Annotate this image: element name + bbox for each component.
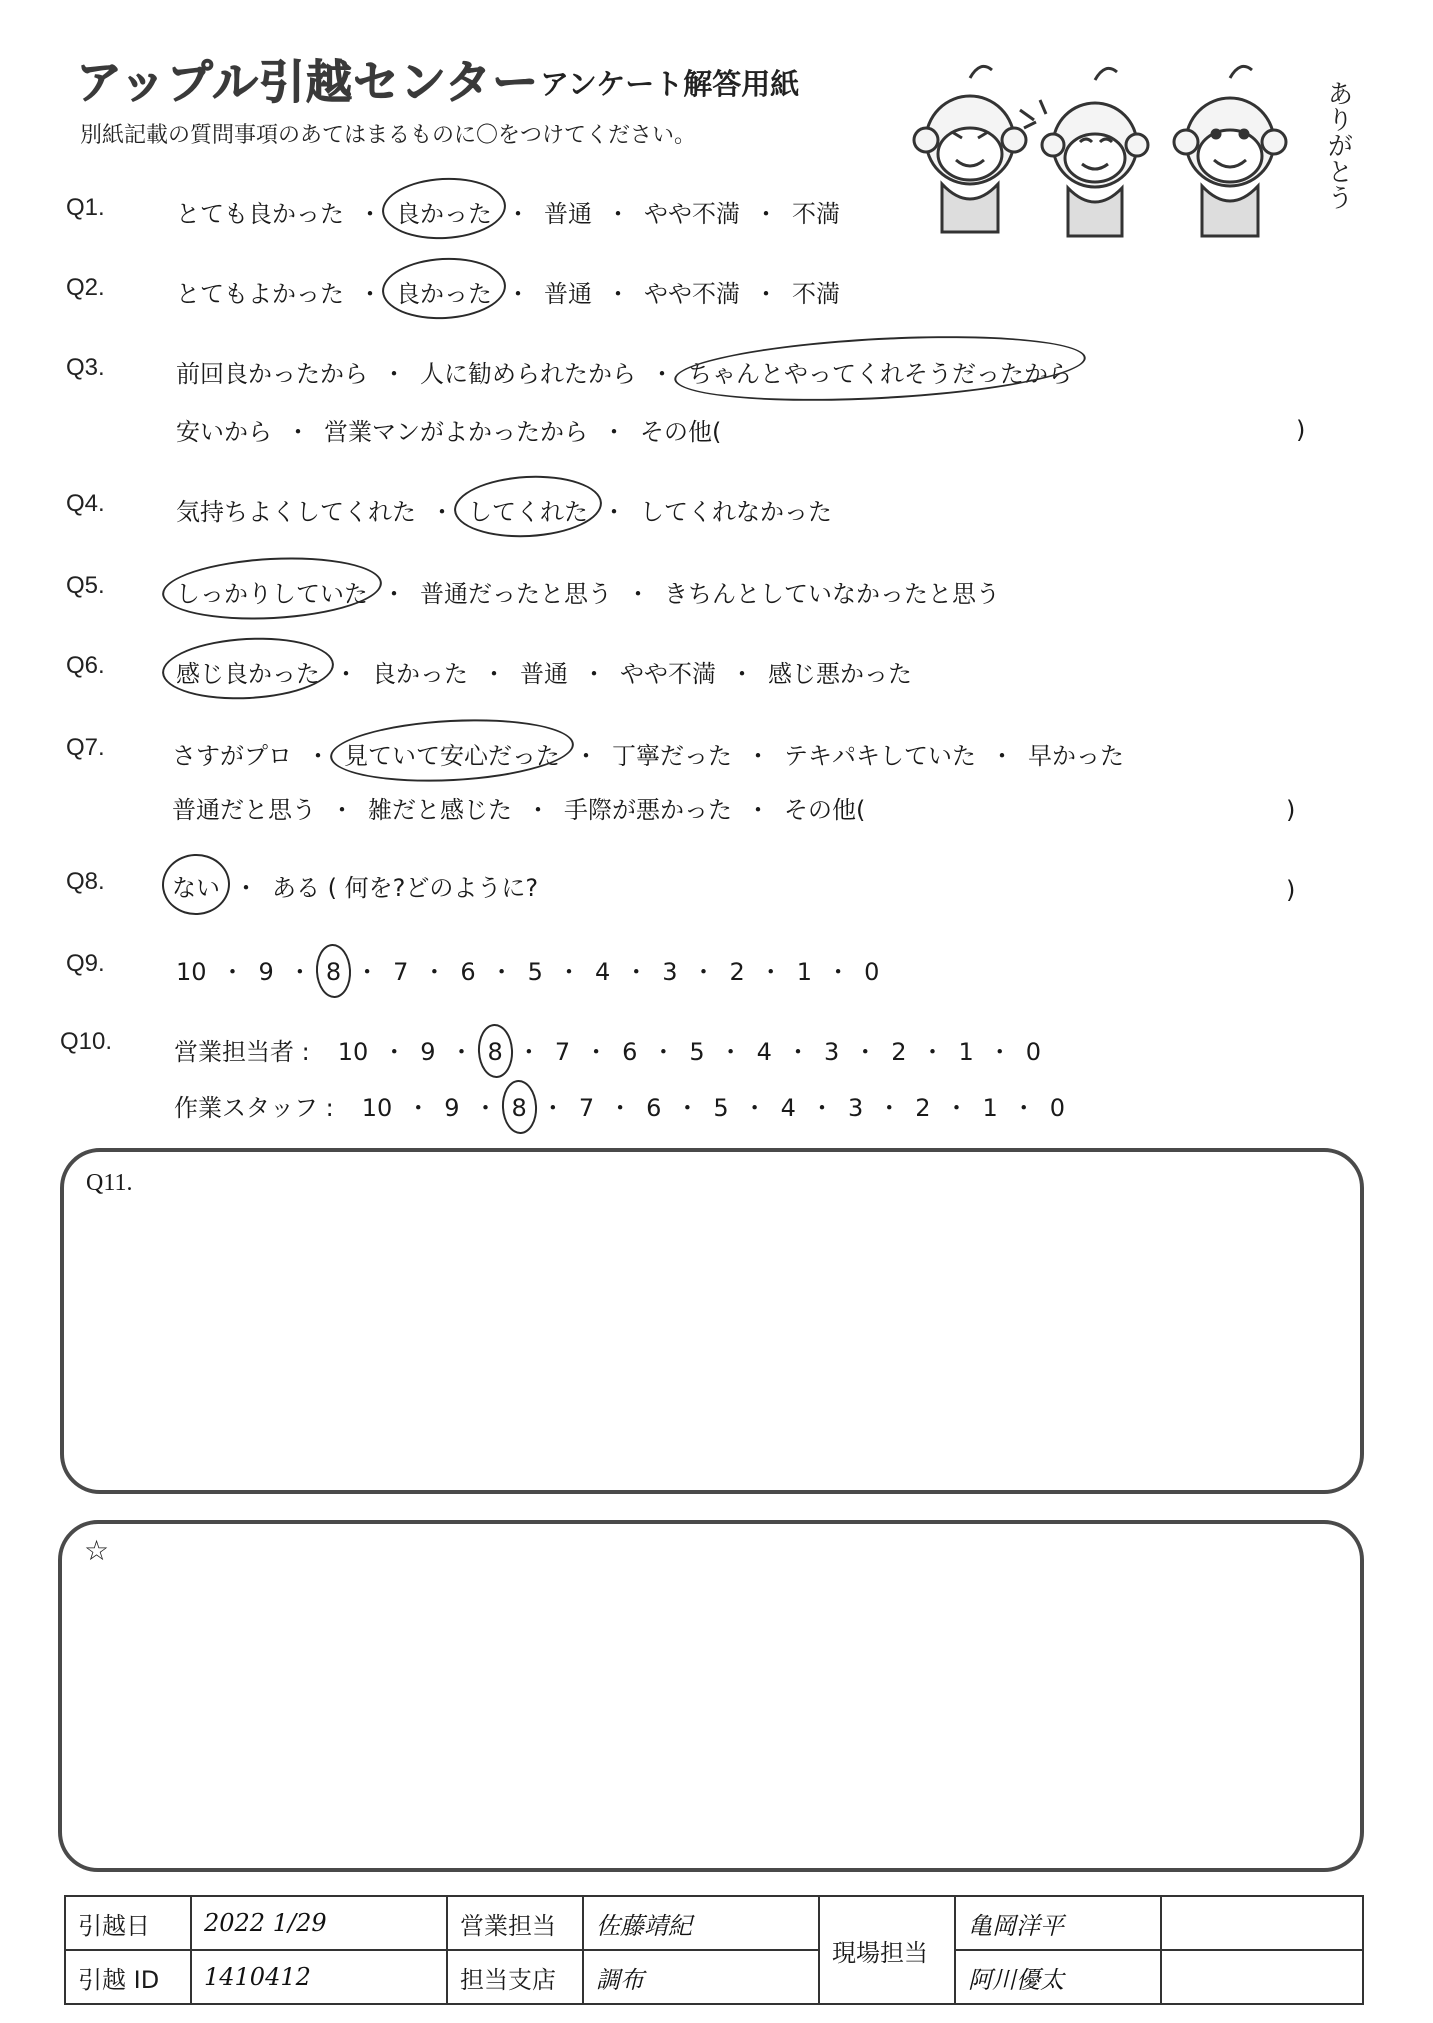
q10-staff-scale: 作業スタッフ : 10 ・ 9 ・ 8 ・ 7 ・ 6 ・ 5 ・ 4 ・ 3 ・ 2 ・ 1 ・ 0 — [174, 1094, 1066, 1122]
q3-option-other[interactable]: その他( — [640, 418, 722, 446]
question-number: Q4. — [66, 490, 105, 517]
move-date-label: 引越日 — [65, 1896, 191, 1950]
q9-score[interactable]: 7 — [393, 958, 409, 986]
q1-option[interactable]: とても良かった — [176, 200, 344, 228]
q4-option[interactable]: 気持ちよくしてくれた — [176, 498, 416, 526]
q1-option[interactable]: 普通 — [544, 200, 592, 228]
question-number: Q1. — [66, 194, 105, 221]
q9-score[interactable]: 10 — [176, 958, 207, 986]
q1-option-selected[interactable]: 良かった — [396, 194, 492, 229]
q9-score[interactable]: 3 — [662, 958, 678, 986]
q9-score[interactable]: 6 — [460, 958, 476, 986]
move-info-table — [64, 1895, 1364, 2005]
q3-option[interactable]: 営業マンがよかったから — [324, 418, 588, 446]
q10-sales-scale: 営業担当者 : 10 ・ 9 ・ 8 ・ 7 ・ 6 ・ 5 ・ 4 ・ 3 ・ 2 ・ 1 ・ 0 — [174, 1038, 1042, 1066]
star-label: ☆ — [84, 1536, 110, 1567]
q9-score[interactable]: 1 — [796, 958, 813, 986]
company-name: アップル引越センター — [76, 55, 540, 109]
q7-option[interactable]: 普通だと思う — [172, 796, 316, 824]
q10-sales-score[interactable]: 7 — [554, 1038, 571, 1066]
q10-staff-label: 作業スタッフ : — [174, 1094, 334, 1122]
q10-sales-score[interactable]: 4 — [756, 1038, 772, 1066]
q10-staff-score-selected[interactable]: 8 — [511, 1094, 527, 1122]
q6-option[interactable]: 普通 — [520, 660, 568, 688]
q6-option[interactable]: 良かった — [372, 660, 468, 688]
close-paren: ) — [1286, 796, 1296, 824]
q10-sales-score[interactable]: 3 — [823, 1038, 840, 1066]
close-paren: ) — [1286, 876, 1296, 904]
q10-staff-score[interactable]: 9 — [444, 1094, 460, 1122]
question-number: Q5. — [66, 572, 105, 599]
q10-sales-score[interactable]: 5 — [689, 1038, 705, 1066]
q10-sales-label: 営業担当者 : — [174, 1038, 310, 1066]
move-id-value: 1410412 — [191, 1950, 447, 2004]
instructions: 別紙記載の質問事項のあてはまるものに〇をつけてください。 — [80, 123, 697, 148]
question-number: Q7. — [66, 734, 105, 761]
q10-sales-score[interactable]: 10 — [337, 1038, 369, 1066]
question-number: Q9. — [66, 950, 105, 977]
q9-scale: 10 ・ 9 ・ 8 ・ 7 ・ 6 ・ 5 ・ 4 ・ 3 ・ 2 ・ 1 ・ 0 — [176, 958, 880, 986]
question-number: Q2. — [66, 274, 105, 301]
q10-staff-score[interactable]: 4 — [780, 1094, 796, 1122]
q3-option[interactable]: 前回良かったから — [176, 360, 368, 388]
q7-option[interactable]: テキパキしていた — [784, 742, 976, 770]
site-staff-value-1: 亀岡洋平 — [955, 1896, 1161, 1950]
q10-staff-score[interactable]: 1 — [982, 1094, 998, 1122]
q5-option-selected[interactable]: しっかりしていた — [176, 574, 368, 609]
q2-option[interactable]: やや不満 — [644, 280, 740, 308]
q10-staff-score[interactable]: 5 — [713, 1094, 729, 1122]
q2-option-selected[interactable]: 良かった — [396, 274, 492, 309]
q7-option[interactable]: 早かった — [1028, 742, 1124, 770]
q3-option[interactable]: 人に勧められたから — [420, 360, 636, 388]
star-comment-box[interactable] — [58, 1520, 1364, 1872]
sales-rep-value: 佐藤靖紀 — [583, 1896, 819, 1950]
q7-option[interactable]: 丁寧だった — [612, 742, 732, 770]
q7-options-line1: さすがプロ ・ 見ていて安心だった ・ 丁寧だった ・ テキパキしていた ・ 早かった — [172, 736, 1124, 771]
q9-score[interactable]: 5 — [527, 958, 543, 986]
empty-cell — [1161, 1950, 1363, 2004]
q3-options-line1: 前回良かったから ・ 人に勧められたから ・ ちゃんとやってくれそうだったから — [176, 354, 1072, 389]
q1-options: とても良かった ・ 良かった ・ 普通 ・ やや不満 ・ 不満 — [176, 194, 840, 229]
q10-sales-score[interactable]: 2 — [891, 1038, 907, 1066]
q9-score-selected[interactable]: 8 — [325, 958, 342, 986]
sales-rep-label: 営業担当 — [447, 1896, 583, 1950]
form-title: アンケート解答用紙 — [540, 67, 800, 101]
q5-options: しっかりしていた ・ 普通だったと思う ・ きちんとしていなかったと思う — [176, 574, 1000, 609]
monkey-mascots-illustration — [900, 50, 1370, 260]
question-number: Q8. — [66, 868, 105, 895]
q7-option-other[interactable]: その他( — [784, 796, 866, 824]
q8-option[interactable]: ある ( 何を?どのように? — [272, 874, 539, 902]
q6-option-selected[interactable]: 感じ良かった — [176, 654, 320, 689]
q1-option[interactable]: 不満 — [792, 200, 840, 228]
q2-option[interactable]: とてもよかった — [176, 280, 344, 308]
q2-option[interactable]: 普通 — [544, 280, 592, 308]
empty-cell — [1161, 1896, 1363, 1950]
close-paren: ) — [1296, 416, 1306, 444]
branch-label: 担当支店 — [447, 1950, 583, 2004]
q8-option-selected[interactable]: ない — [172, 868, 220, 903]
site-staff-label: 現場担当 — [819, 1896, 955, 2004]
q3-option-selected[interactable]: ちゃんとやってくれそうだったから — [688, 354, 1072, 389]
monkey-mascot-3 — [1174, 66, 1286, 236]
q4-options: 気持ちよくしてくれた ・ してくれた ・ してくれなかった — [176, 492, 832, 527]
q10-staff-score[interactable]: 10 — [361, 1094, 393, 1122]
q2-options: とてもよかった ・ 良かった ・ 普通 ・ やや不満 ・ 不満 — [176, 274, 840, 309]
q10-staff-score[interactable]: 6 — [646, 1094, 662, 1122]
q5-option[interactable]: きちんとしていなかったと思う — [664, 580, 1000, 608]
q10-sales-score[interactable]: 1 — [958, 1038, 974, 1066]
q9-score[interactable]: 0 — [864, 958, 880, 986]
site-staff-value-2: 阿川優太 — [955, 1950, 1161, 2004]
mascot-thank-you-text: ありがとう — [1323, 80, 1353, 210]
q2-option[interactable]: 不満 — [792, 280, 840, 308]
q3-option[interactable]: 安いから — [176, 418, 272, 446]
q6-options: 感じ良かった ・ 良かった ・ 普通 ・ やや不満 ・ 感じ悪かった — [176, 654, 912, 689]
q7-option-selected[interactable]: 見ていて安心だった — [344, 736, 560, 771]
q7-option[interactable]: さすがプロ — [172, 742, 292, 770]
monkey-mascot-1 — [914, 66, 1026, 232]
q8-options: ない ・ ある ( 何を?どのように? — [172, 868, 538, 903]
q7-options-line2: 普通だと思う ・ 雑だと感じた ・ 手際が悪かった ・ その他( — [172, 790, 865, 825]
question-number: Q10. — [60, 1028, 113, 1055]
q4-option[interactable]: してくれなかった — [640, 498, 832, 526]
q10-staff-score[interactable]: 3 — [847, 1094, 864, 1122]
q11-comment-box[interactable] — [60, 1148, 1364, 1494]
q10-sales-score[interactable]: 9 — [420, 1038, 436, 1066]
q10-staff-score[interactable]: 7 — [578, 1094, 595, 1122]
q9-score[interactable]: 2 — [729, 958, 745, 986]
q3-options-line2: 安いから ・ 営業マンがよかったから ・ その他( — [176, 412, 721, 447]
q9-score[interactable]: 9 — [258, 958, 274, 986]
question-number: Q3. — [66, 354, 105, 381]
q10-staff-score[interactable]: 2 — [915, 1094, 931, 1122]
question-number: Q6. — [66, 652, 105, 679]
q10-staff-score[interactable]: 0 — [1049, 1094, 1066, 1122]
q7-option[interactable]: 手際が悪かった — [564, 796, 732, 824]
move-date-value: 2022 1/29 — [191, 1896, 447, 1950]
q5-option[interactable]: 普通だったと思う — [420, 580, 612, 608]
q6-option[interactable]: 感じ悪かった — [768, 660, 912, 688]
q10-sales-score[interactable]: 6 — [622, 1038, 638, 1066]
q1-option[interactable]: やや不満 — [644, 200, 740, 228]
q6-option[interactable]: やや不満 — [620, 660, 716, 688]
move-id-label: 引越 ID — [65, 1950, 191, 2004]
q9-score[interactable]: 4 — [594, 958, 611, 986]
q10-sales-score-selected[interactable]: 8 — [487, 1038, 503, 1066]
q7-option[interactable]: 雑だと感じた — [368, 796, 512, 824]
branch-value: 調布 — [583, 1950, 819, 2004]
q11-label: Q11. — [86, 1170, 133, 1196]
monkey-mascot-2 — [1020, 68, 1148, 236]
q10-sales-score[interactable]: 0 — [1025, 1038, 1042, 1066]
q4-option-selected[interactable]: してくれた — [468, 492, 588, 527]
